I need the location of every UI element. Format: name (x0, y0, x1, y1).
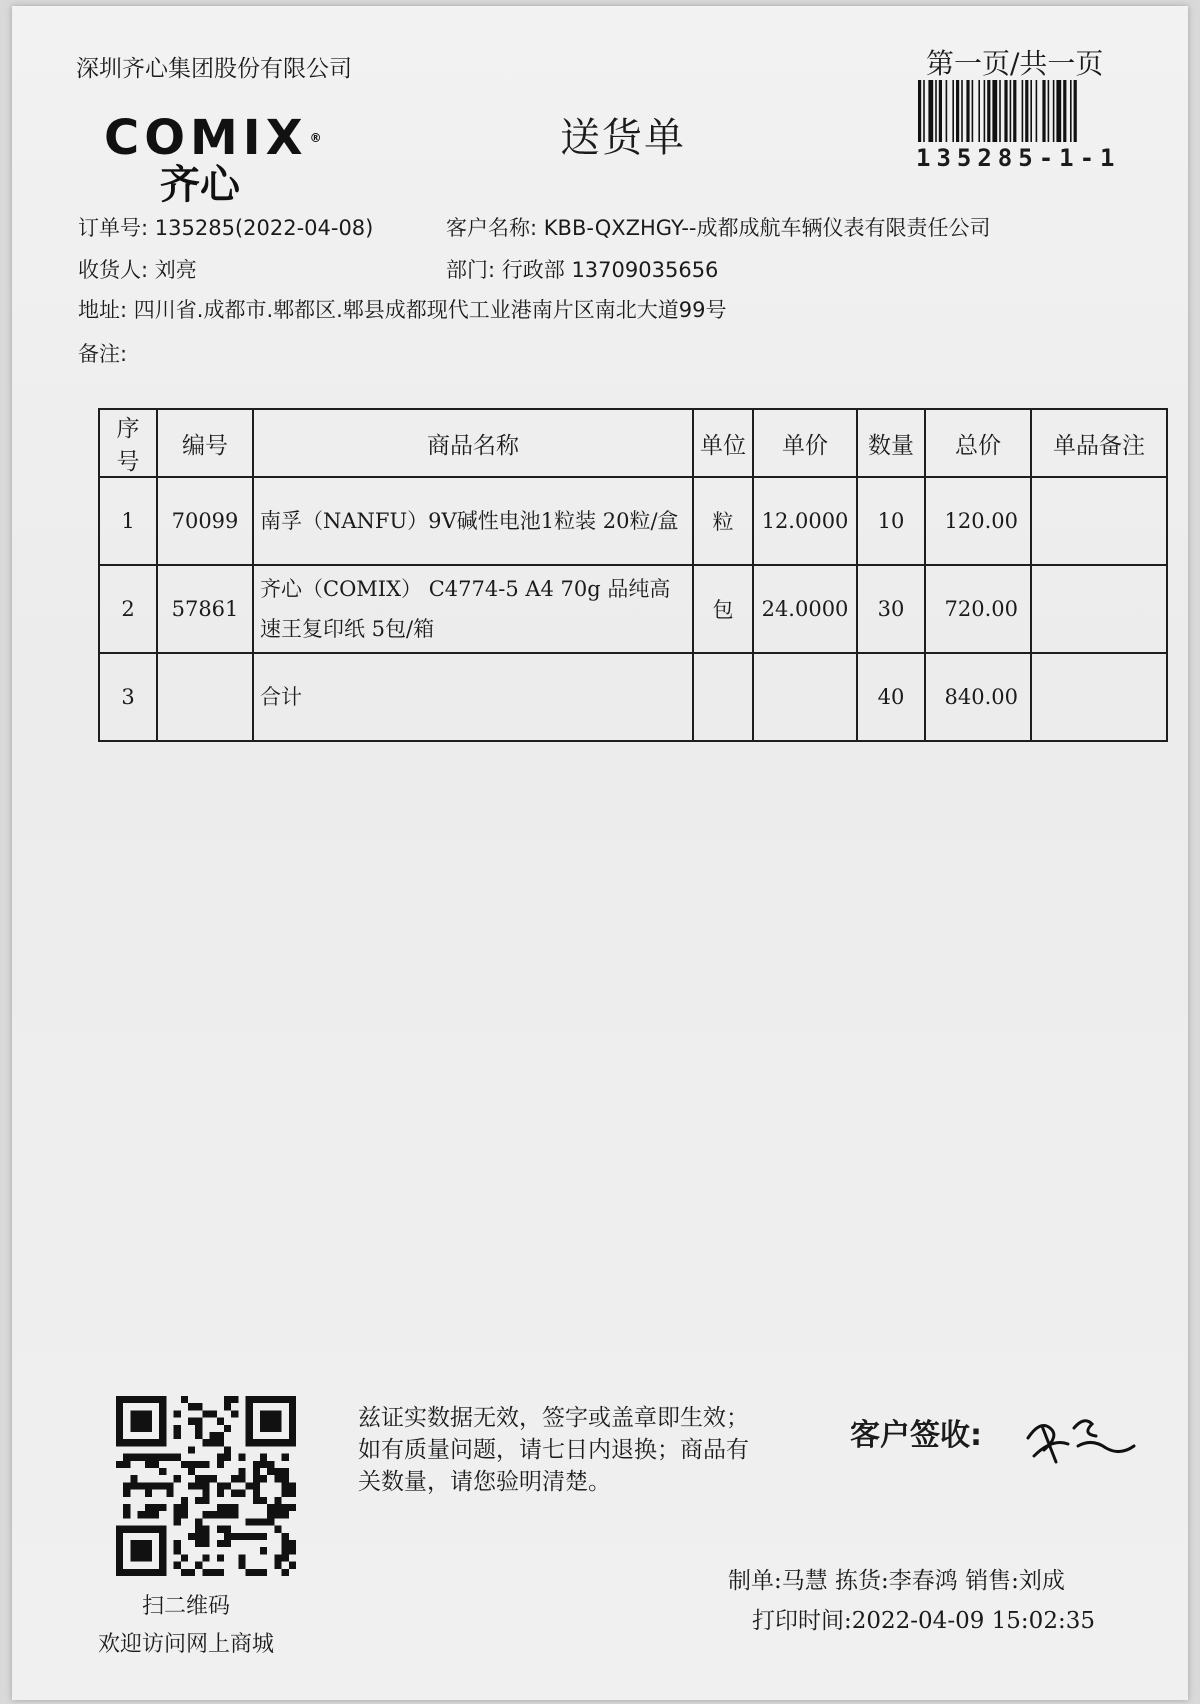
print-time: 打印时间:2022-04-09 15:02:35 (752, 1608, 1095, 1634)
cell-code: 57861 (157, 565, 253, 653)
receiver-label: 收货人: (78, 258, 149, 282)
customer-name (446, 212, 991, 242)
dept-label: 部门: (446, 258, 496, 282)
receiver (78, 254, 197, 284)
header-item-remark: 单品备注 (1031, 409, 1167, 477)
cell-code (157, 653, 253, 741)
barcode (918, 80, 1128, 142)
cell-product: 南孚（NANFU）9V碱性电池1粒装 20粒/盒 (253, 477, 693, 565)
cell-unit-price (753, 653, 857, 741)
document-title: 送货单 (560, 115, 686, 161)
qr-caption-line2: 欢迎访问网上商城 (98, 1632, 275, 1657)
cell-unit: 粒 (693, 477, 753, 565)
cell-unit: 包 (693, 565, 753, 653)
remark (78, 338, 127, 368)
company-name: 深圳齐心集团股份有限公司 (76, 56, 352, 82)
logo-en-text: COMIX (104, 110, 308, 166)
cell-item-remark (1031, 653, 1167, 741)
header-unit-price: 单价 (753, 409, 857, 477)
dept-value: 行政部 13709035656 (501, 258, 719, 282)
cell-code: 70099 (157, 477, 253, 565)
items-table (98, 408, 1168, 742)
header-qty: 数量 (857, 409, 925, 477)
address-label: 地址: (78, 298, 128, 322)
header-seq: 序号 (99, 409, 157, 477)
header-total: 总价 (925, 409, 1031, 477)
delivery-note-paper (12, 6, 1188, 1700)
address-value: 四川省.成都市.郫都区.郫县成都现代工业港南片区南北大道99号 (133, 298, 727, 322)
cell-total: 840.00 (925, 653, 1031, 741)
department (446, 254, 718, 284)
cell-qty: 30 (857, 565, 925, 653)
table-header-row (99, 409, 1167, 477)
address (78, 294, 727, 324)
barcode-number: 135285-1-1 (916, 144, 1121, 172)
customer-sign-label: 客户签收: (850, 1418, 982, 1453)
cell-total: 720.00 (925, 565, 1031, 653)
handwritten-signature (1022, 1398, 1142, 1478)
cell-total: 120.00 (925, 477, 1031, 565)
cell-qty: 10 (857, 477, 925, 565)
customer-value: KBB-QXZHGY--成都成航车辆仪表有限责任公司 (543, 216, 991, 240)
table-row-total (99, 653, 1167, 741)
header-unit: 单位 (693, 409, 753, 477)
qr-caption-line1: 扫二维码 (142, 1594, 231, 1619)
header-product: 商品名称 (253, 409, 693, 477)
table-row (99, 565, 1167, 653)
customer-label: 客户名称: (446, 216, 538, 240)
table-row (99, 477, 1167, 565)
receiver-value: 刘亮 (154, 258, 197, 282)
remark-label: 备注: (78, 342, 128, 366)
header-code: 编号 (157, 409, 253, 477)
cell-unit-price: 24.0000 (753, 565, 857, 653)
cell-item-remark (1031, 565, 1167, 653)
cell-product: 合计 (253, 653, 693, 741)
notice-text: 兹证实数据无效，签字或盖章即生效；如有质量问题，请七日内退换；商品有关数量，请您验明清楚。 (358, 1405, 749, 1495)
cell-unit (693, 653, 753, 741)
cell-seq: 3 (99, 653, 157, 741)
staff-info: 制单:马慧 拣货:李春鸿 销售:刘成 (728, 1568, 1065, 1594)
cell-seq: 2 (99, 565, 157, 653)
logo-cn-text: 齐心 (160, 162, 240, 208)
order-no (78, 212, 373, 242)
order-no-value: 135285(2022-04-08) (154, 216, 374, 240)
cell-item-remark (1031, 477, 1167, 565)
cell-qty: 40 (857, 653, 925, 741)
order-no-label: 订单号: (78, 216, 149, 240)
cell-seq: 1 (99, 477, 157, 565)
comix-logo: COMIX ® 齐心 (104, 110, 327, 208)
cell-unit-price: 12.0000 (753, 477, 857, 565)
page-info: 第一页/共一页 (926, 47, 1104, 80)
qr-code[interactable] (116, 1396, 296, 1576)
cell-product: 齐心（COMIX） C4774-5 A4 70g 品纯高速王复印纸 5包/箱 (253, 565, 693, 653)
qr-caption (98, 1588, 274, 1664)
